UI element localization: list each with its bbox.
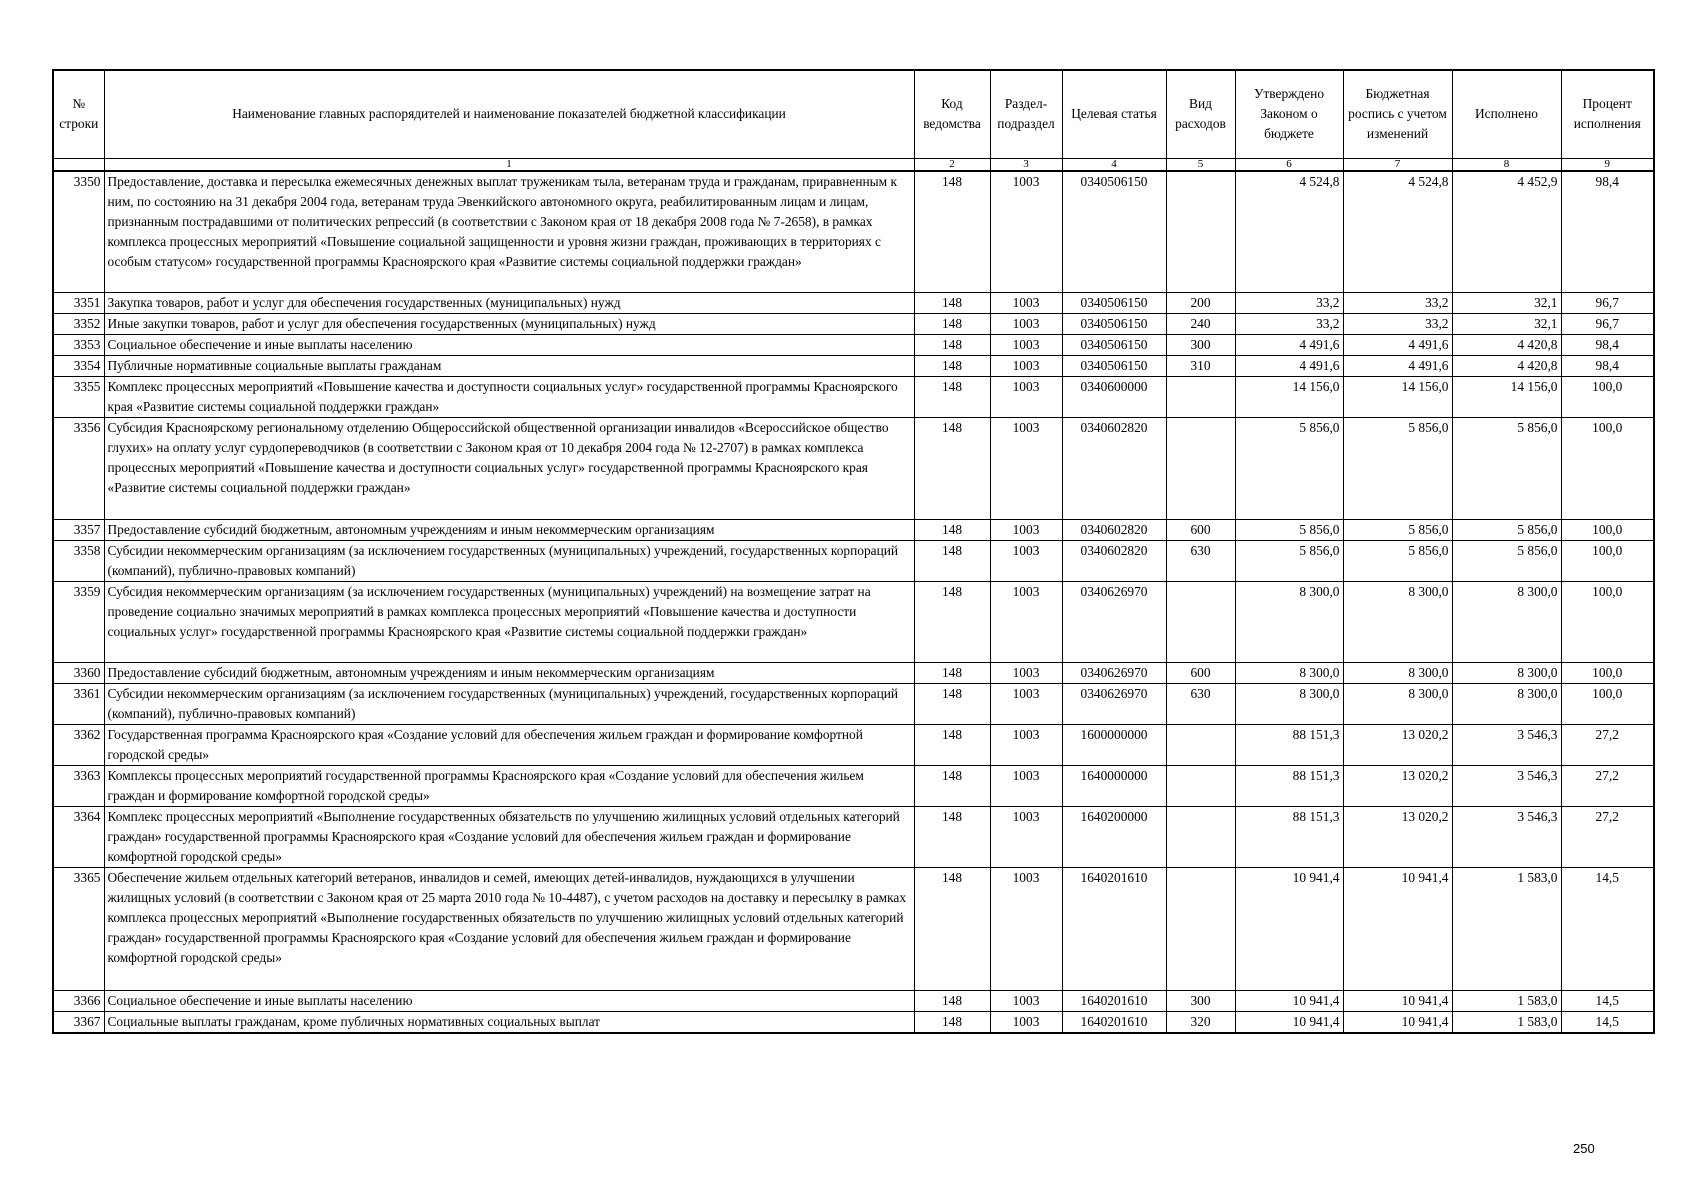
target-cell: 1640201610 <box>1062 868 1166 991</box>
dept-code-cell: 148 <box>914 725 990 766</box>
budget-cell: 5 856,0 <box>1343 541 1452 582</box>
table-row <box>53 520 1654 541</box>
section-cell: 1003 <box>990 663 1062 684</box>
target-cell: 0340626970 <box>1062 684 1166 725</box>
exp-type-cell <box>1166 418 1235 520</box>
table-body <box>53 171 1654 1034</box>
header-dept-code: Код ведомства <box>914 70 990 158</box>
executed-cell: 1 583,0 <box>1452 991 1561 1012</box>
row-name-cell: Социальное обеспечение и иные выплаты населению <box>104 335 914 356</box>
percent-cell: 27,2 <box>1561 807 1654 868</box>
executed-cell: 1 583,0 <box>1452 1012 1561 1034</box>
exp-type-cell: 600 <box>1166 520 1235 541</box>
percent-cell: 96,7 <box>1561 293 1654 314</box>
column-number: 6 <box>1235 158 1343 171</box>
dept-code-cell: 148 <box>914 541 990 582</box>
row-name-cell: Социальные выплаты гражданам, кроме публичных нормативных социальных выплат <box>104 1012 914 1034</box>
row-number-cell: 3360 <box>53 663 104 684</box>
target-cell: 0340506150 <box>1062 171 1166 293</box>
table-row <box>53 171 1654 293</box>
percent-cell: 96,7 <box>1561 314 1654 335</box>
column-number: 1 <box>104 158 914 171</box>
dept-code-cell: 148 <box>914 171 990 293</box>
executed-cell: 3 546,3 <box>1452 807 1561 868</box>
executed-cell: 32,1 <box>1452 314 1561 335</box>
target-cell: 1600000000 <box>1062 725 1166 766</box>
executed-cell: 4 452,9 <box>1452 171 1561 293</box>
dept-code-cell: 148 <box>914 418 990 520</box>
dept-code-cell: 148 <box>914 582 990 663</box>
section-cell: 1003 <box>990 1012 1062 1034</box>
row-name-cell: Предоставление, доставка и пересылка ежемесячных денежных выплат труженикам тыла, ветеранам труда и гражданам, приравненным к ним, по состоянию на 31 декабря 2004 года, ветеранам труда Эвенкийского автономного округа, реабилитированным лицам и лицам, признанным пострадавшими от политических репрессий (в соответствии с Законом края от 18 декабря 2008 года № 7-2658), в рамках комплекса процессных мероприятий «Повышение социальной защищенности и уровня жизни граждан, проживающих в территориях с особым статусом» государственной программы Красноярского края «Развитие системы социальной поддержки граждан» <box>104 171 914 293</box>
dept-code-cell: 148 <box>914 335 990 356</box>
header-target: Целевая статья <box>1062 70 1166 158</box>
column-number: 3 <box>990 158 1062 171</box>
approved-cell: 8 300,0 <box>1235 582 1343 663</box>
target-cell: 0340506150 <box>1062 356 1166 377</box>
column-number: 8 <box>1452 158 1561 171</box>
target-cell: 0340506150 <box>1062 293 1166 314</box>
column-number-row <box>53 158 1654 171</box>
budget-cell: 33,2 <box>1343 314 1452 335</box>
row-name-cell: Субсидия Красноярскому региональному отделению Общероссийской общественной организации инвалидов «Всероссийское общество глухих» на оплату услуг сурдопереводчиков (в соответствии с Законом края от 10 декабря 2004 года № 12-2707) в рамках комплекса процессных мероприятий «Повышение качества и доступности социальных услуг» государственной программы Красноярского края «Развитие системы социальной поддержки граждан» <box>104 418 914 520</box>
budget-cell: 10 941,4 <box>1343 868 1452 991</box>
table-row <box>53 314 1654 335</box>
header-row <box>53 70 1654 158</box>
approved-cell: 5 856,0 <box>1235 520 1343 541</box>
exp-type-cell: 200 <box>1166 293 1235 314</box>
row-name-cell: Субсидии некоммерческим организациям (за исключением государственных (муниципальных) учреждений, государственных корпораций (компаний), публично-правовых компаний) <box>104 684 914 725</box>
row-name-cell: Комплекс процессных мероприятий «Выполнение государственных обязательств по улучшению жилищных условий отдельных категорий граждан» государственной программы Красноярского края «Создание условий для обеспечения жильем граждан и формирование комфортной городской среды» <box>104 807 914 868</box>
exp-type-cell: 240 <box>1166 314 1235 335</box>
budget-cell: 13 020,2 <box>1343 807 1452 868</box>
target-cell: 0340600000 <box>1062 377 1166 418</box>
table-row <box>53 663 1654 684</box>
row-number-cell: 3363 <box>53 766 104 807</box>
section-cell: 1003 <box>990 868 1062 991</box>
table-row <box>53 1012 1654 1034</box>
budget-cell: 8 300,0 <box>1343 582 1452 663</box>
budget-cell: 10 941,4 <box>1343 1012 1452 1034</box>
budget-cell: 14 156,0 <box>1343 377 1452 418</box>
target-cell: 0340506150 <box>1062 314 1166 335</box>
target-cell: 0340626970 <box>1062 582 1166 663</box>
row-number-cell: 3365 <box>53 868 104 991</box>
executed-cell: 5 856,0 <box>1452 418 1561 520</box>
exp-type-cell <box>1166 171 1235 293</box>
budget-cell: 5 856,0 <box>1343 418 1452 520</box>
section-cell: 1003 <box>990 684 1062 725</box>
table-row <box>53 541 1654 582</box>
table-row <box>53 807 1654 868</box>
row-name-cell: Закупка товаров, работ и услуг для обеспечения государственных (муниципальных) нужд <box>104 293 914 314</box>
exp-type-cell: 300 <box>1166 991 1235 1012</box>
row-name-cell: Публичные нормативные социальные выплаты гражданам <box>104 356 914 377</box>
budget-cell: 10 941,4 <box>1343 991 1452 1012</box>
percent-cell: 100,0 <box>1561 663 1654 684</box>
percent-cell: 98,4 <box>1561 171 1654 293</box>
budget-cell: 13 020,2 <box>1343 725 1452 766</box>
section-cell: 1003 <box>990 582 1062 663</box>
approved-cell: 5 856,0 <box>1235 541 1343 582</box>
header-row-no: № строки <box>53 70 104 158</box>
column-number: 2 <box>914 158 990 171</box>
row-number-cell: 3356 <box>53 418 104 520</box>
section-cell: 1003 <box>990 356 1062 377</box>
percent-cell: 100,0 <box>1561 582 1654 663</box>
header-exp-type: Вид расходов <box>1166 70 1235 158</box>
section-cell: 1003 <box>990 766 1062 807</box>
row-name-cell: Субсидии некоммерческим организациям (за исключением государственных (муниципальных) учреждений, государственных корпораций (компаний), публично-правовых компаний) <box>104 541 914 582</box>
page-number: 250 <box>1573 1141 1595 1156</box>
percent-cell: 98,4 <box>1561 335 1654 356</box>
row-number-cell: 3355 <box>53 377 104 418</box>
target-cell: 1640201610 <box>1062 1012 1166 1034</box>
executed-cell: 3 546,3 <box>1452 766 1561 807</box>
dept-code-cell: 148 <box>914 1012 990 1034</box>
exp-type-cell <box>1166 868 1235 991</box>
approved-cell: 33,2 <box>1235 314 1343 335</box>
section-cell: 1003 <box>990 991 1062 1012</box>
exp-type-cell: 600 <box>1166 663 1235 684</box>
target-cell: 0340602820 <box>1062 520 1166 541</box>
budget-cell: 4 491,6 <box>1343 335 1452 356</box>
dept-code-cell: 148 <box>914 663 990 684</box>
header-percent: Процент исполнения <box>1561 70 1654 158</box>
table-row <box>53 684 1654 725</box>
column-number-blank <box>53 158 104 171</box>
exp-type-cell <box>1166 377 1235 418</box>
percent-cell: 14,5 <box>1561 991 1654 1012</box>
section-cell: 1003 <box>990 314 1062 335</box>
exp-type-cell: 630 <box>1166 541 1235 582</box>
approved-cell: 8 300,0 <box>1235 684 1343 725</box>
approved-cell: 4 491,6 <box>1235 335 1343 356</box>
row-name-cell: Государственная программа Красноярского края «Создание условий для обеспечения жильем граждан и формирование комфортной городской среды» <box>104 725 914 766</box>
approved-cell: 4 491,6 <box>1235 356 1343 377</box>
target-cell: 1640201610 <box>1062 991 1166 1012</box>
budget-cell: 4 491,6 <box>1343 356 1452 377</box>
section-cell: 1003 <box>990 541 1062 582</box>
row-number-cell: 3366 <box>53 991 104 1012</box>
budget-cell: 4 524,8 <box>1343 171 1452 293</box>
column-number: 5 <box>1166 158 1235 171</box>
exp-type-cell: 300 <box>1166 335 1235 356</box>
target-cell: 0340626970 <box>1062 663 1166 684</box>
percent-cell: 100,0 <box>1561 541 1654 582</box>
approved-cell: 88 151,3 <box>1235 807 1343 868</box>
exp-type-cell: 630 <box>1166 684 1235 725</box>
table-row <box>53 335 1654 356</box>
dept-code-cell: 148 <box>914 991 990 1012</box>
row-name-cell: Социальное обеспечение и иные выплаты населению <box>104 991 914 1012</box>
approved-cell: 88 151,3 <box>1235 766 1343 807</box>
dept-code-cell: 148 <box>914 520 990 541</box>
budget-table <box>52 69 1655 1034</box>
row-number-cell: 3361 <box>53 684 104 725</box>
approved-cell: 10 941,4 <box>1235 1012 1343 1034</box>
executed-cell: 14 156,0 <box>1452 377 1561 418</box>
percent-cell: 27,2 <box>1561 766 1654 807</box>
exp-type-cell <box>1166 807 1235 868</box>
section-cell: 1003 <box>990 807 1062 868</box>
row-number-cell: 3352 <box>53 314 104 335</box>
row-number-cell: 3353 <box>53 335 104 356</box>
row-number-cell: 3354 <box>53 356 104 377</box>
target-cell: 0340602820 <box>1062 541 1166 582</box>
row-number-cell: 3362 <box>53 725 104 766</box>
dept-code-cell: 148 <box>914 868 990 991</box>
dept-code-cell: 148 <box>914 766 990 807</box>
approved-cell: 10 941,4 <box>1235 868 1343 991</box>
dept-code-cell: 148 <box>914 807 990 868</box>
row-name-cell: Комплекс процессных мероприятий «Повышение качества и доступности социальных услуг» государственной программы Красноярского края «Развитие системы социальной поддержки граждан» <box>104 377 914 418</box>
dept-code-cell: 148 <box>914 377 990 418</box>
target-cell: 0340602820 <box>1062 418 1166 520</box>
executed-cell: 32,1 <box>1452 293 1561 314</box>
percent-cell: 14,5 <box>1561 868 1654 991</box>
column-number: 9 <box>1561 158 1654 171</box>
table-row <box>53 418 1654 520</box>
approved-cell: 88 151,3 <box>1235 725 1343 766</box>
dept-code-cell: 148 <box>914 314 990 335</box>
percent-cell: 14,5 <box>1561 1012 1654 1034</box>
section-cell: 1003 <box>990 335 1062 356</box>
executed-cell: 8 300,0 <box>1452 663 1561 684</box>
executed-cell: 5 856,0 <box>1452 520 1561 541</box>
exp-type-cell <box>1166 766 1235 807</box>
header-section: Раздел-подраздел <box>990 70 1062 158</box>
row-number-cell: 3357 <box>53 520 104 541</box>
row-name-cell: Предоставление субсидий бюджетным, автономным учреждениям и иным некоммерческим организациям <box>104 663 914 684</box>
row-number-cell: 3364 <box>53 807 104 868</box>
target-cell: 1640000000 <box>1062 766 1166 807</box>
executed-cell: 4 420,8 <box>1452 335 1561 356</box>
dept-code-cell: 148 <box>914 293 990 314</box>
dept-code-cell: 148 <box>914 684 990 725</box>
row-number-cell: 3359 <box>53 582 104 663</box>
executed-cell: 8 300,0 <box>1452 582 1561 663</box>
header-approved: Утверждено Законом о бюджете <box>1235 70 1343 158</box>
header-name: Наименование главных распорядителей и наименование показателей бюджетной классификации <box>104 70 914 158</box>
percent-cell: 100,0 <box>1561 377 1654 418</box>
row-name-cell: Комплексы процессных мероприятий государственной программы Красноярского края «Создание условий для обеспечения жильем граждан и формирование комфортной городской среды» <box>104 766 914 807</box>
table-row <box>53 991 1654 1012</box>
section-cell: 1003 <box>990 418 1062 520</box>
row-number-cell: 3358 <box>53 541 104 582</box>
budget-cell: 33,2 <box>1343 293 1452 314</box>
percent-cell: 100,0 <box>1561 418 1654 520</box>
dept-code-cell: 148 <box>914 356 990 377</box>
executed-cell: 1 583,0 <box>1452 868 1561 991</box>
table-row <box>53 725 1654 766</box>
approved-cell: 10 941,4 <box>1235 991 1343 1012</box>
row-name-cell: Обеспечение жильем отдельных категорий ветеранов, инвалидов и семей, имеющих детей-инвалидов, нуждающихся в улучшении жилищных условий (в соответствии с Законом края от 25 марта 2010 года № 10-4487), с учетом расходов на доставку и пересылку в рамках комплекса процессных мероприятий «Выполнение государственных обязательств по улучшению жилищных условий отдельных категорий граждан» государственной программы Красноярского края «Создание условий для обеспечения жильем граждан и формирование комфортной городской среды» <box>104 868 914 991</box>
exp-type-cell: 320 <box>1166 1012 1235 1034</box>
table-row <box>53 377 1654 418</box>
percent-cell: 27,2 <box>1561 725 1654 766</box>
approved-cell: 8 300,0 <box>1235 663 1343 684</box>
section-cell: 1003 <box>990 171 1062 293</box>
section-cell: 1003 <box>990 725 1062 766</box>
row-number-cell: 3367 <box>53 1012 104 1034</box>
executed-cell: 3 546,3 <box>1452 725 1561 766</box>
column-number: 7 <box>1343 158 1452 171</box>
approved-cell: 5 856,0 <box>1235 418 1343 520</box>
row-number-cell: 3351 <box>53 293 104 314</box>
budget-cell: 5 856,0 <box>1343 520 1452 541</box>
target-cell: 0340506150 <box>1062 335 1166 356</box>
target-cell: 1640200000 <box>1062 807 1166 868</box>
row-name-cell: Субсидия некоммерческим организациям (за исключением государственных (муниципальных) учреждений) на возмещение затрат на проведение социально значимых мероприятий в рамках комплекса процессных мероприятий «Повышение качества и доступности социальных услуг» государственной программы Красноярского края «Развитие системы социальной поддержки граждан» <box>104 582 914 663</box>
column-number: 4 <box>1062 158 1166 171</box>
section-cell: 1003 <box>990 377 1062 418</box>
percent-cell: 98,4 <box>1561 356 1654 377</box>
row-name-cell: Предоставление субсидий бюджетным, автономным учреждениям и иным некоммерческим организациям <box>104 520 914 541</box>
executed-cell: 8 300,0 <box>1452 684 1561 725</box>
approved-cell: 33,2 <box>1235 293 1343 314</box>
row-name-cell: Иные закупки товаров, работ и услуг для обеспечения государственных (муниципальных) нужд <box>104 314 914 335</box>
table-row <box>53 868 1654 991</box>
row-number-cell: 3350 <box>53 171 104 293</box>
exp-type-cell <box>1166 582 1235 663</box>
executed-cell: 4 420,8 <box>1452 356 1561 377</box>
exp-type-cell: 310 <box>1166 356 1235 377</box>
budget-cell: 13 020,2 <box>1343 766 1452 807</box>
approved-cell: 4 524,8 <box>1235 171 1343 293</box>
table-row <box>53 293 1654 314</box>
percent-cell: 100,0 <box>1561 684 1654 725</box>
budget-cell: 8 300,0 <box>1343 663 1452 684</box>
table-row <box>53 356 1654 377</box>
exp-type-cell <box>1166 725 1235 766</box>
table-row <box>53 766 1654 807</box>
budget-cell: 8 300,0 <box>1343 684 1452 725</box>
executed-cell: 5 856,0 <box>1452 541 1561 582</box>
approved-cell: 14 156,0 <box>1235 377 1343 418</box>
header-executed: Исполнено <box>1452 70 1561 158</box>
header-budget: Бюджетная роспись с учетом изменений <box>1343 70 1452 158</box>
section-cell: 1003 <box>990 520 1062 541</box>
table-row <box>53 582 1654 663</box>
percent-cell: 100,0 <box>1561 520 1654 541</box>
section-cell: 1003 <box>990 293 1062 314</box>
